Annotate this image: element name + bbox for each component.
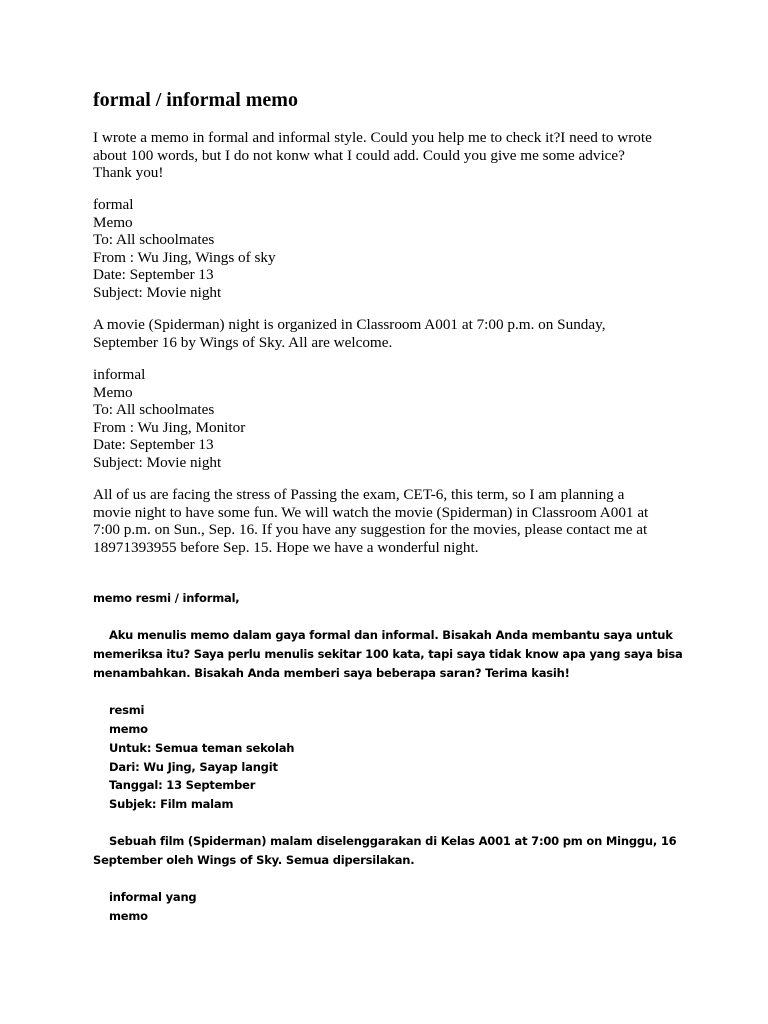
body-line: All of us are facing the stress of Passing the exam, CET-6, this term, so I am planning a [93,486,625,503]
question-paragraph [93,129,693,182]
translation-informal-heading: informal yang [109,890,197,904]
formal-memo-header [93,196,693,301]
body-line: movie night to have some fun. We will watch the movie (Spiderman) in Classroom A001 at [93,503,649,521]
question-line: Thank you! [93,164,164,181]
memo-line: Memo [93,383,133,401]
memo-from-line: From : Wu Jing, Monitor [93,418,246,436]
informal-heading: informal [93,366,146,383]
translation-body-line: September oleh Wings of Sky. Semua dipersilakan. [93,853,415,867]
body-line: A movie (Spiderman) night is organized in Classroom A001 at 7:00 p.m. on Sunday, [93,316,606,333]
question-line: about 100 words, but I do not konw what I could add. Could you give me some advice? [93,146,625,164]
memo-to-line: To: All schoolmates [93,401,215,418]
memo-from-line: From : Wu Jing, Wings of sky [93,248,276,266]
translation-from-line: Dari: Wu Jing, Sayap langit [109,760,278,774]
formal-heading: formal [93,196,134,213]
formal-memo-body [93,316,693,351]
memo-date-line: Date: September 13 [93,266,214,283]
translation-body-line: Sebuah film (Spiderman) malam diselenggarakan di Kelas A001 at 7:00 pm on Minggu, 16 [109,834,677,848]
translation-question-line: Aku menulis memo dalam gaya formal dan informal. Bisakah Anda membantu saya untuk [109,628,673,642]
translation-formal-heading: resmi [109,703,145,717]
body-line: September 16 by Wings of Sky. All are welcome. [93,333,393,351]
memo-subject-line: Subject: Movie night [93,453,222,471]
informal-memo-header [93,366,693,471]
memo-to-line: To: All schoolmates [93,231,215,248]
translation-memo-line: memo [109,909,148,923]
memo-date-line: Date: September 13 [93,436,214,453]
question-line: I wrote a memo in formal and informal style. Could you help me to check it?I need to wrote [93,129,652,146]
informal-memo-body [93,486,693,556]
translation-date-line: Tanggal: 13 September [109,778,256,792]
memo-line: Memo [93,213,133,231]
memo-subject-line: Subject: Movie night [93,283,222,301]
translation-title: memo resmi / informal, [93,591,240,605]
translation-to-line: Untuk: Semua teman sekolah [109,741,295,755]
page-title: formal / informal memo [93,89,298,111]
translation-memo-line: memo [109,722,148,736]
translation-question-line: memeriksa itu? Saya perlu menulis sekitar 100 kata, tapi saya tidak know apa yang saya bisa [93,647,683,661]
translation-subject-line: Subjek: Film malam [109,797,234,811]
body-line: 7:00 p.m. on Sun., Sep. 16. If you have any suggestion for the movies, please contact me at [93,521,648,538]
translation-question-line: menambahkan. Bisakah Anda memberi saya beberapa saran? Terima kasih! [93,666,570,680]
body-line: 18971393955 before Sep. 15. Hope we have a wonderful night. [93,538,479,556]
